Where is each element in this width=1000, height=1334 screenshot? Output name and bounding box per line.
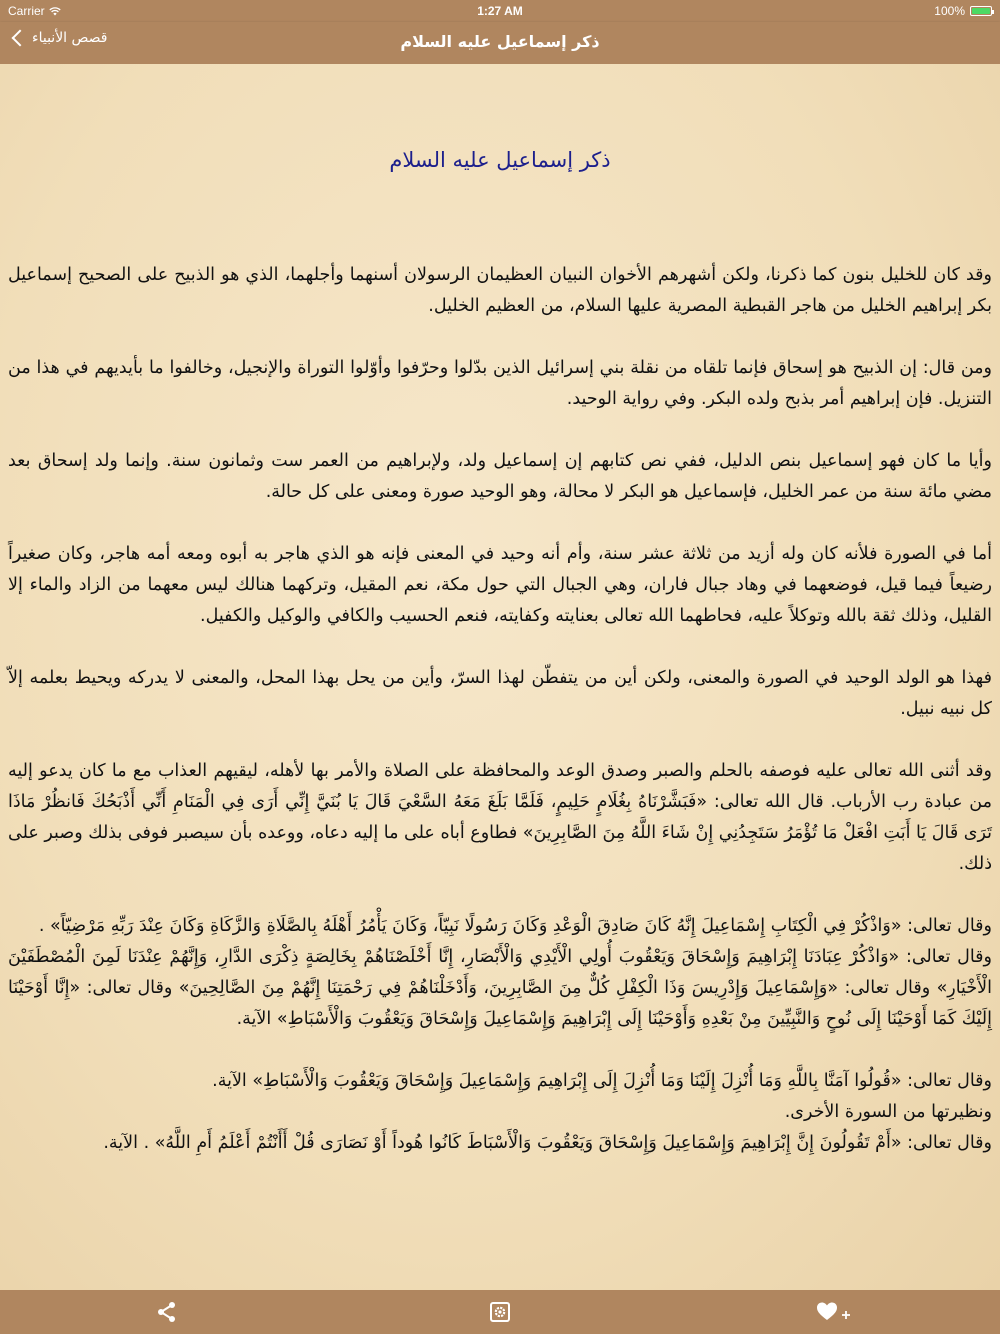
battery-fill xyxy=(972,8,990,14)
settings-icon xyxy=(489,1301,511,1323)
settings-button[interactable] xyxy=(489,1301,511,1327)
paragraph: أما في الصورة فلأنه كان وله أزيد من ثلاثة عشر سنة، وأم أنه وحيد في المعنى فإنه هو الذي هاجر به أبوه ومعه أمه هاجر، وكان صغيراً رضيعاً فيما قيل، فوضعهما في وهاد جبال فاران، وهي الجبال التي حول مكة، نعم المقيل، وتركهما هنالك ليس معهما من الزاد والماء إلا القليل، وذلك ثقة بالله وتوكلاً عليه، فحاطهما الله تعالى بعنايته وكفايته، فنعم الحسيب والكافي والوكيل والكفيل. xyxy=(8,544,992,626)
carrier-label: Carrier xyxy=(8,4,45,18)
battery-percent: 100% xyxy=(934,4,965,18)
battery-group xyxy=(934,4,992,18)
paragraph: وقال تعالى: «وَاذْكُرْ عِبَادَنَا إِبْرَاهِيمَ وَإِسْحَاقَ وَيَعْقُوبَ أُولِي الْأَيْدِي وَالْأَبْصَارِ، إِنَّا أَخْلَصْنَاهُمْ بِخَالِصَةٍ ذِكْرَى الدَّارِ، وَإِنَّهُمْ عِنْدَنَا لَمِنَ الْمُصْطَفَيْنَ الْأَخْيَارِ» وقال تعالى: «وَإِسْمَاعِيلَ وَإِدْرِيسَ وَذَا الْكِفْلِ كُلٌّ مِنَ الصَّابِرِينَ، وَأَدْخَلْنَاهُمْ فِي رَحْمَتِنَا إِنَّهُمْ مِنَ الصَّالِحِينَ» وقال تعالى: «إِنَّا أَوْحَيْنَا إِلَيْكَ كَمَا أَوْحَيْنَا إِلَى نُوحٍ وَالنَّبِيِّينَ مِنْ بَعْدِهِ وَأَوْحَيْنَا إِلَى إِبْرَاهِيمَ وَإِسْمَاعِيلَ وَإِسْحَاقَ وَيَعْقُوبَ وَالْأَسْبَاطِ» الآية. xyxy=(8,947,992,1029)
article-body xyxy=(8,260,992,1159)
battery-icon xyxy=(970,6,992,16)
paragraph: ومن قال: إن الذبيح هو إسحاق فإنما تلقاه من نقلة بني إسرائيل الذين بدّلوا وحرّفوا وأوّلوا التوراة والإنجيل، وخالفوا ما بأيديهم في هذا من التنزيل. فإن إبراهيم أمر بذبح ولده البكر. وفي رواية الوحيد. xyxy=(8,358,992,409)
paragraph: وقال تعالى: «وَاذْكُرْ فِي الْكِتَابِ إِسْمَاعِيلَ إِنَّهُ كَانَ صَادِقَ الْوَعْدِ وَكَانَ رَسُولًا نَبِيّاً، وَكَانَ يَأْمُرُ أَهْلَهُ بِالصَّلَاةِ وَالزَّكَاةِ وَكَانَ عِنْدَ رَبِّهِ مَرْضِيّاً» . xyxy=(38,916,992,936)
article-view[interactable] xyxy=(0,64,1000,1290)
heart-plus-icon xyxy=(816,1301,852,1323)
paragraph: ونظيرتها من السورة الأخرى. xyxy=(784,1102,992,1122)
back-button-label: قصص الأنبياء xyxy=(32,30,108,46)
bottom-toolbar xyxy=(0,1290,1000,1334)
clock: 1:27 AM xyxy=(477,4,523,18)
paragraph: وأيا ما كان فهو إسماعيل بنص الدليل، ففي نص كتابهم إن إسماعيل ولد، ولإبراهيم من العمر ست وثمانون سنة. وإنما ولد إسحاق بعد مضي مائة سنة من عمر الخليل، فإسماعيل هو البكر لا محالة، وهو الوحيد صورة ومعنى على كل حالة. xyxy=(8,451,992,502)
article-heading: ذكر إسماعيل عليه السلام xyxy=(389,148,611,172)
paragraph: فهذا هو الولد الوحيد في الصورة والمعنى، ولكن أين من يتفطّن لهذا السرّ، وأين من يحل بهذا المحل، والمعنى لا يدركه ويحيط بعلمه إلاّ كل نبيه نبيل. xyxy=(8,668,992,719)
paragraph: وقال تعالى: «قُولُوا آمَنَّا بِاللَّهِ وَمَا أُنْزِلَ إِلَيْنَا وَمَا أُنْزِلَ إِلَى إِبْرَاهِيمَ وَإِسْمَاعِيلَ وَإِسْحَاقَ وَيَعْقُوبَ وَالْأَسْبَاطِ» الآية. xyxy=(212,1071,992,1091)
paragraph: وقال تعالى: «أَمْ تَقُولُونَ إِنَّ إِبْرَاهِيمَ وَإِسْمَاعِيلَ وَإِسْحَاقَ وَيَعْقُوبَ وَالْأَسْبَاطَ كَانُوا هُوداً أَوْ نَصَارَى قُلْ أَأَنْتُمْ أَعْلَمُ أَمِ اللَّهُ» . الآية. xyxy=(103,1133,992,1153)
nav-title: ذكر إسماعيل عليه السلام xyxy=(400,32,600,51)
favorite-button[interactable] xyxy=(816,1301,852,1327)
navigation-bar xyxy=(0,22,1000,64)
share-icon xyxy=(157,1301,177,1323)
paragraph: وقد أثنى الله تعالى عليه فوصفه بالحلم والصبر وصدق الوعد والمحافظة على الصلاة والأمر بها لأهله، ليقيهم العذاب مع ما كان يدعو إليه من عبادة رب الأرباب. قال الله تعالى: «فَبَشَّرْنَاهُ بِغُلَامٍ حَلِيمٍ، فَلَمَّا بَلَغَ مَعَهُ السَّعْيَ قَالَ يَا بُنَيَّ إِنِّي أَرَى فِي الْمَنَامِ أَنِّي أَذْبَحُكَ فَانظُرْ مَاذَا تَرَى قَالَ يَا أَبَتِ افْعَلْ مَا تُؤْمَرُ سَتَجِدُنِي إِنْ شَاءَ اللَّهُ مِنَ الصَّابِرِينَ» فطاوع أباه على ما إليه دعاه، ووعده بأن سيصبر فوفى بذلك وصبر على ذلك. xyxy=(8,761,992,874)
share-button[interactable] xyxy=(157,1301,177,1327)
paragraph: وقد كان للخليل بنون كما ذكرنا، ولكن أشهرهم الأخوان النبيان العظيمان الرسولان أسنهما وأجلهما، الذي هو الذبيح على الصحيح إسماعيل بكر إبراهيم الخليل من هاجر القبطية المصرية عليها السلام، من العظيم الخليل. xyxy=(8,265,992,316)
status-bar xyxy=(0,0,1000,22)
